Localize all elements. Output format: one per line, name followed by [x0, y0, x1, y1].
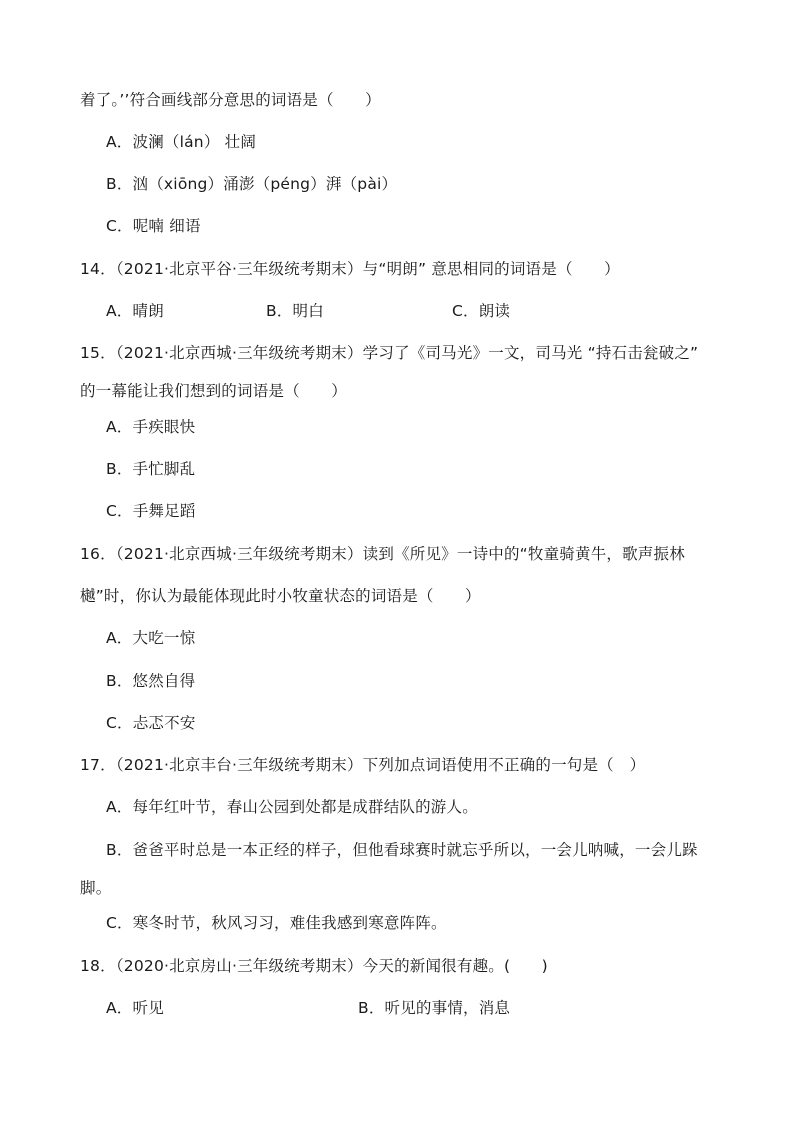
- question-16-option-a: A．大吃一惊: [106, 629, 196, 647]
- question-13-option-a: A．波澜（lán） 壮阔: [106, 133, 257, 151]
- question-18-option-a: A．听见: [106, 999, 164, 1017]
- question-17-option-a: A．每年红叶节，春山公园到处都是成群结队的游人。: [106, 798, 478, 816]
- question-18-option-b: B．听见的事情，消息: [358, 999, 511, 1017]
- question-15-stem-line2: 的一幕能让我们想到的词语是（ ）: [80, 382, 347, 400]
- question-15-option-c: C．手舞足蹈: [106, 502, 196, 520]
- question-17-stem: 17．（2021·北京丰台·三年级统考期末）下列加点词语使用不正确的一句是（ ）: [80, 756, 646, 774]
- question-14-option-b: B．明白: [266, 302, 324, 320]
- question-17-option-b-line2: 脚。: [80, 879, 112, 897]
- question-14-stem: 14．（2021·北京平谷·三年级统考期末）与“明朗” 意思相同的词语是（ ）: [80, 260, 620, 278]
- question-14-option-c: C．朗读: [452, 302, 511, 320]
- question-16-option-c: C．忐忑不安: [106, 714, 196, 732]
- question-13-option-c: C．呢喃 细语: [106, 217, 201, 235]
- question-16-stem-line1: 16．（2021·北京西城·三年级统考期末）读到《所见》一诗中的“牧童骑黄牛，歌声振林: [80, 545, 685, 563]
- question-18-stem: 18．（2020·北京房山·三年级统考期末）今天的新闻很有趣。( ): [80, 957, 548, 975]
- question-15-option-a: A．手疾眼快: [106, 418, 196, 436]
- question-17-option-b-line1: B．爸爸平时总是一本正经的样子，但他看球赛时就忘乎所以，一会儿呐喊，一会儿跺: [106, 841, 698, 859]
- question-15-stem-line1: 15．（2021·北京西城·三年级统考期末）学习了《司马光》一文，司马光 “持石击瓮破之”: [80, 344, 699, 362]
- question-13-option-b: B．汹（xiōng）涌澎（péng）湃（pài）: [106, 175, 398, 193]
- question-13-stem-end: 着了。’’符合画线部分意思的词语是（ ）: [80, 91, 381, 109]
- question-16-stem-line2: 樾”时，你认为最能体现此时小牧童状态的词语是（ ）: [80, 587, 481, 605]
- question-15-option-b: B．手忙脚乱: [106, 460, 196, 478]
- question-17-option-c: C．寒冬时节，秋风习习，难佳我感到寒意阵阵。: [106, 914, 447, 932]
- question-14-option-a: A．晴朗: [106, 302, 164, 320]
- question-16-option-b: B．悠然自得: [106, 672, 196, 690]
